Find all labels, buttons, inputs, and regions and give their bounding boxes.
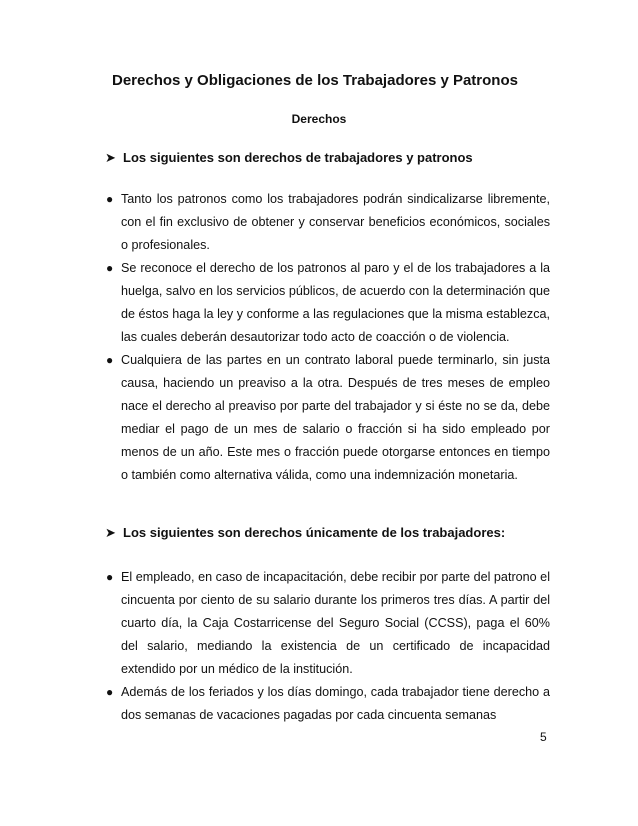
dot-bullet-icon: ● (106, 353, 114, 367)
page-number: 5 (540, 730, 547, 744)
worker-rights-list (105, 566, 550, 727)
list-item (105, 349, 550, 487)
list-item-text: Tanto los patronos como los trabajadores podrán sindicalizarse libremente, con el fin exclusivo de obtener y conservar beneficios económicos, sociales o profesionales. (121, 192, 550, 252)
shared-rights-list (105, 188, 550, 487)
dot-bullet-icon: ● (106, 261, 114, 275)
list-item (105, 188, 550, 257)
list-item-text: Además de los feriados y los días domingo, cada trabajador tiene derecho a dos semanas de vacaciones pagadas por cada cincuenta semanas (121, 685, 550, 722)
list-item (105, 681, 550, 727)
arrow-bullet-icon: ➤ (105, 150, 116, 165)
list-item (105, 257, 550, 349)
list-item-text: Se reconoce el derecho de los patronos al paro y el de los trabajadores a la huelga, salvo en los servicios públicos, de acuerdo con la determinación que de éstos haga la ley y conforme a las regulaciones que la misma establezca, las cuales deberán desautorizar todo acto de coacción o de violencia. (121, 261, 550, 344)
dot-bullet-icon: ● (106, 570, 114, 584)
arrow-bullet-icon: ➤ (105, 525, 116, 540)
section-heading-text: Los siguientes son derechos únicamente de los trabajadores: (123, 525, 506, 540)
dot-bullet-icon: ● (106, 192, 114, 206)
section-heading-worker-rights (105, 525, 505, 541)
list-item (105, 566, 550, 681)
list-item-text: El empleado, en caso de incapacitación, debe recibir por parte del patrono el cincuenta por ciento de su salario durante los primeros tres días. A partir del cuarto día, la Caja Costarricense del Seguro Social (CCSS), paga el 60% del salario, mediando la existencia de un certificado de incapacidad extendido por un médico de la institución. (121, 570, 550, 676)
section-heading-text: Los siguientes son derechos de trabajadores y patronos (123, 150, 473, 165)
section-heading-shared-rights (105, 150, 473, 166)
document-title: Derechos y Obligaciones de los Trabajadores y Patronos (112, 72, 518, 89)
list-item-text: Cualquiera de las partes en un contrato laboral puede terminarlo, sin justa causa, haciendo un preaviso a la otra. Después de tres meses de empleo nace el derecho al preaviso por parte del trabajador y si éste no se da, debe mediar el pago de un mes de salario o fracción si ha sido empleado por menos de un año. Este mes o fracción puede otorgarse entonces en tiempo o también como alternativa válida, como una indemnización monetaria. (121, 353, 550, 482)
dot-bullet-icon: ● (106, 685, 114, 699)
section-subtitle: Derechos (291, 112, 347, 126)
